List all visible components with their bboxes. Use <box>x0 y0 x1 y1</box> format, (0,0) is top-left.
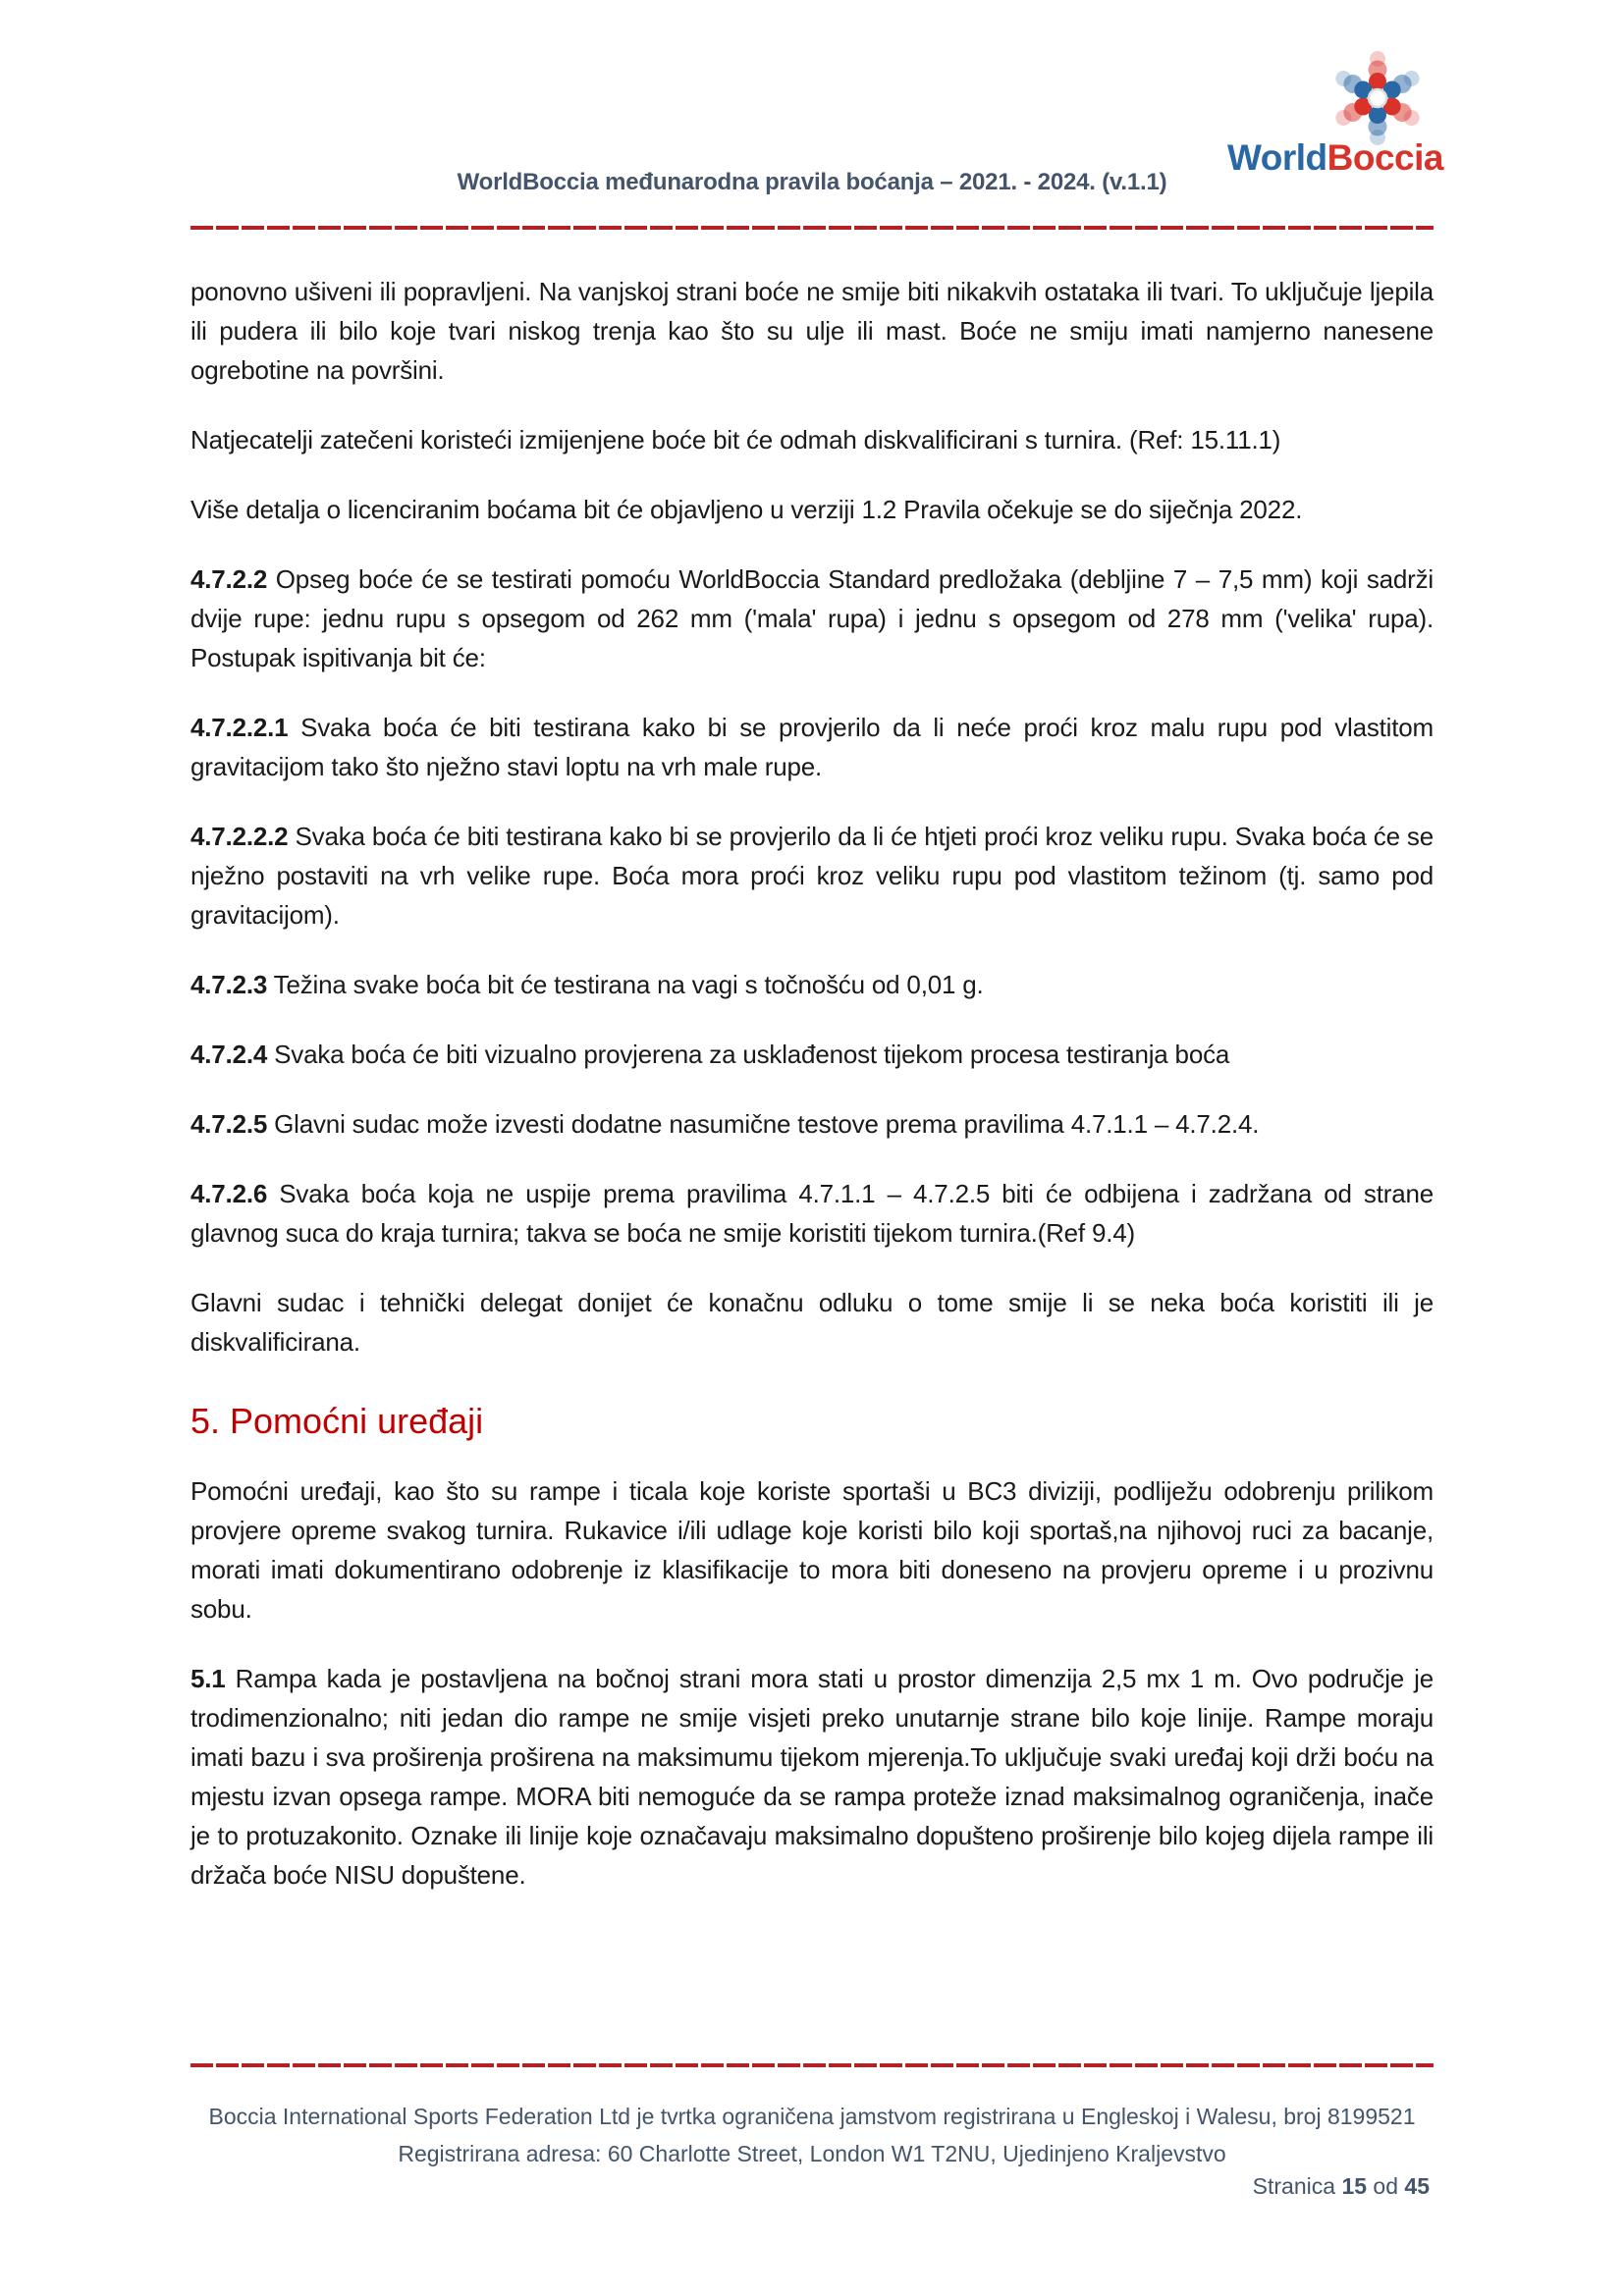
page-number-current: 15 <box>1341 2173 1368 2199</box>
page-number-of: od <box>1367 2173 1405 2199</box>
page-number-label: Stranica <box>1252 2173 1342 2199</box>
paragraph <box>190 272 1434 390</box>
rule-number: 5.1 <box>190 1664 226 1693</box>
paragraph-text: Težina svake boća bit će testirana na vagi s točnošću od 0,01 g. <box>267 970 984 999</box>
footer-divider-line <box>190 2063 1434 2067</box>
page-number-total: 45 <box>1404 2173 1430 2199</box>
document-header-title: WorldBoccia međunarodna pravila boćanja – 2021. - 2024. (v.1.1) <box>457 169 1167 195</box>
paragraph-text: Svaka boća će biti testirana kako bi se provjerilo da li će htjeti proći kroz veliku rupu. Svaka boća će se nježno postaviti na vrh velike rupe. Boća mora proći kroz veliku rupu pod vlastitom težinom (tj. samo pod gravitacijom). <box>190 822 1434 930</box>
paragraph <box>190 1659 1434 1895</box>
footer-org-line: Boccia International Sports Federation Ltd je tvrtka ograničena jamstvom registrirana u Engleskoj i Walesu, broj 8199521 <box>208 2104 1416 2129</box>
paragraph-text: Glavni sudac i tehnički delegat donijet će konačnu odluku o tome smije li se neka boća koristiti ili je diskvalificirana. <box>190 1288 1434 1357</box>
document-body <box>190 272 1434 1925</box>
paragraph <box>190 708 1434 786</box>
rule-number: 4.7.2.2 <box>190 564 268 594</box>
paragraph-text: Svaka boća koja ne uspije prema pravilima 4.7.1.1 – 4.7.2.5 biti će odbijena i zadržana od strane glavnog suca do kraja turnira; takva se boća ne smije koristiti tijekom turnira.(Ref 9.4) <box>190 1179 1434 1248</box>
footer-address-line: Registrirana adresa: 60 Charlotte Street, London W1 T2NU, Ujedinjeno Kraljevstvo <box>398 2141 1226 2166</box>
paragraph <box>190 1174 1434 1253</box>
paragraph-text: ponovno ušiveni ili popravljeni. Na vanjskoj strani boće ne smije biti nikakvih ostataka ili tvari. To uključuje ljepila ili pudera ili bilo koje tvari niskog trenja kao što su ulje ili mast. Boće ne smiju imati namjerno nanesene ogrebotine na površini. <box>190 277 1434 385</box>
paragraph-text: Opseg boće će se testirati pomoću WorldBoccia Standard predložaka (debljine 7 – 7,5 mm) koji sadrži dvije rupe: jednu rupu s opsegom od 262 mm ('mala' rupa) i jednu s opsegom od 278 mm ('velika' rupa). Postupak ispitivanja bit će: <box>190 564 1434 672</box>
paragraph <box>190 490 1434 529</box>
paragraph <box>190 1104 1434 1144</box>
paragraph-text: Glavni sudac može izvesti dodatne nasumične testove prema pravilima 4.7.1.1 – 4.7.2.4. <box>267 1109 1260 1139</box>
paragraph-text: Natjecatelji zatečeni koristeći izmijenjene boće bit će odmah diskvalificirani s turnira. (Ref: 15.11.1) <box>190 425 1281 454</box>
rule-number: 4.7.2.2.1 <box>190 713 289 742</box>
logo-world-text: World <box>1227 137 1327 178</box>
paragraph-text: Svaka boća će biti vizualno provjerena za usklađenost tijekom procesa testiranja boća <box>267 1040 1230 1069</box>
logo-boccia-text: Boccia <box>1326 137 1443 178</box>
paragraph <box>190 965 1434 1004</box>
rule-number: 4.7.2.3 <box>190 970 268 999</box>
page-number <box>1253 2173 1430 2200</box>
paragraph-text: Više detalja o licenciranim boćama bit će objavljeno u verziji 1.2 Pravila očekuje se do siječnja 2022. <box>190 495 1303 524</box>
paragraph <box>190 1283 1434 1362</box>
header-divider-line <box>190 226 1434 230</box>
section-heading: 5. Pomoćni uređaji <box>190 1401 484 1441</box>
worldboccia-star-icon <box>1326 47 1429 149</box>
paragraph-text: Pomoćni uređaji, kao što su rampe i ticala koje koriste sportaši u BC3 diviziji, podliježu odobrenju prilikom provjere opreme svakog turnira. Rukavice i/ili udlage koje koristi bilo koji sportaš,na njihovoj ruci za bacanje, morati imati dokumentirano odobrenje iz klasifikacije to mora biti doneseno na provjeru opreme i u prozivnu sobu. <box>190 1476 1434 1624</box>
rule-number: 4.7.2.6 <box>190 1179 268 1208</box>
paragraph <box>190 817 1434 934</box>
rule-number: 4.7.2.4 <box>190 1040 268 1069</box>
rule-number: 4.7.2.5 <box>190 1109 268 1139</box>
paragraph <box>190 560 1434 677</box>
paragraph-text: Svaka boća će biti testirana kako bi se provjerilo da li neće proći kroz malu rupu pod vlastitom gravitacijom tako što nježno stavi loptu na vrh male rupe. <box>190 713 1434 781</box>
rule-number: 4.7.2.2.2 <box>190 822 289 851</box>
paragraph-text: Rampa kada je postavljena na bočnoj strani mora stati u prostor dimenzija 2,5 mx 1 m. Ovo područje je trodimenzionalno; niti jedan dio rampe ne smije visjeti preko unutarnje strane bilo koje linije. Rampe moraju imati bazu i sva proširenja proširena na maksimumu tijekom mjerenja.To uključuje svaki uređaj koji drži boću na mjestu izvan opsega rampe. MORA biti nemoguće da se rampa proteže iznad maksimalnog ograničenja, inače je to protuzakonito. Oznake ili linije koje označavaju maksimalno dopušteno proširenje bilo kojeg dijela rampe ili držača boće NISU dopuštene. <box>190 1664 1434 1890</box>
paragraph <box>190 1035 1434 1074</box>
paragraph <box>190 1471 1434 1629</box>
paragraph <box>190 420 1434 459</box>
